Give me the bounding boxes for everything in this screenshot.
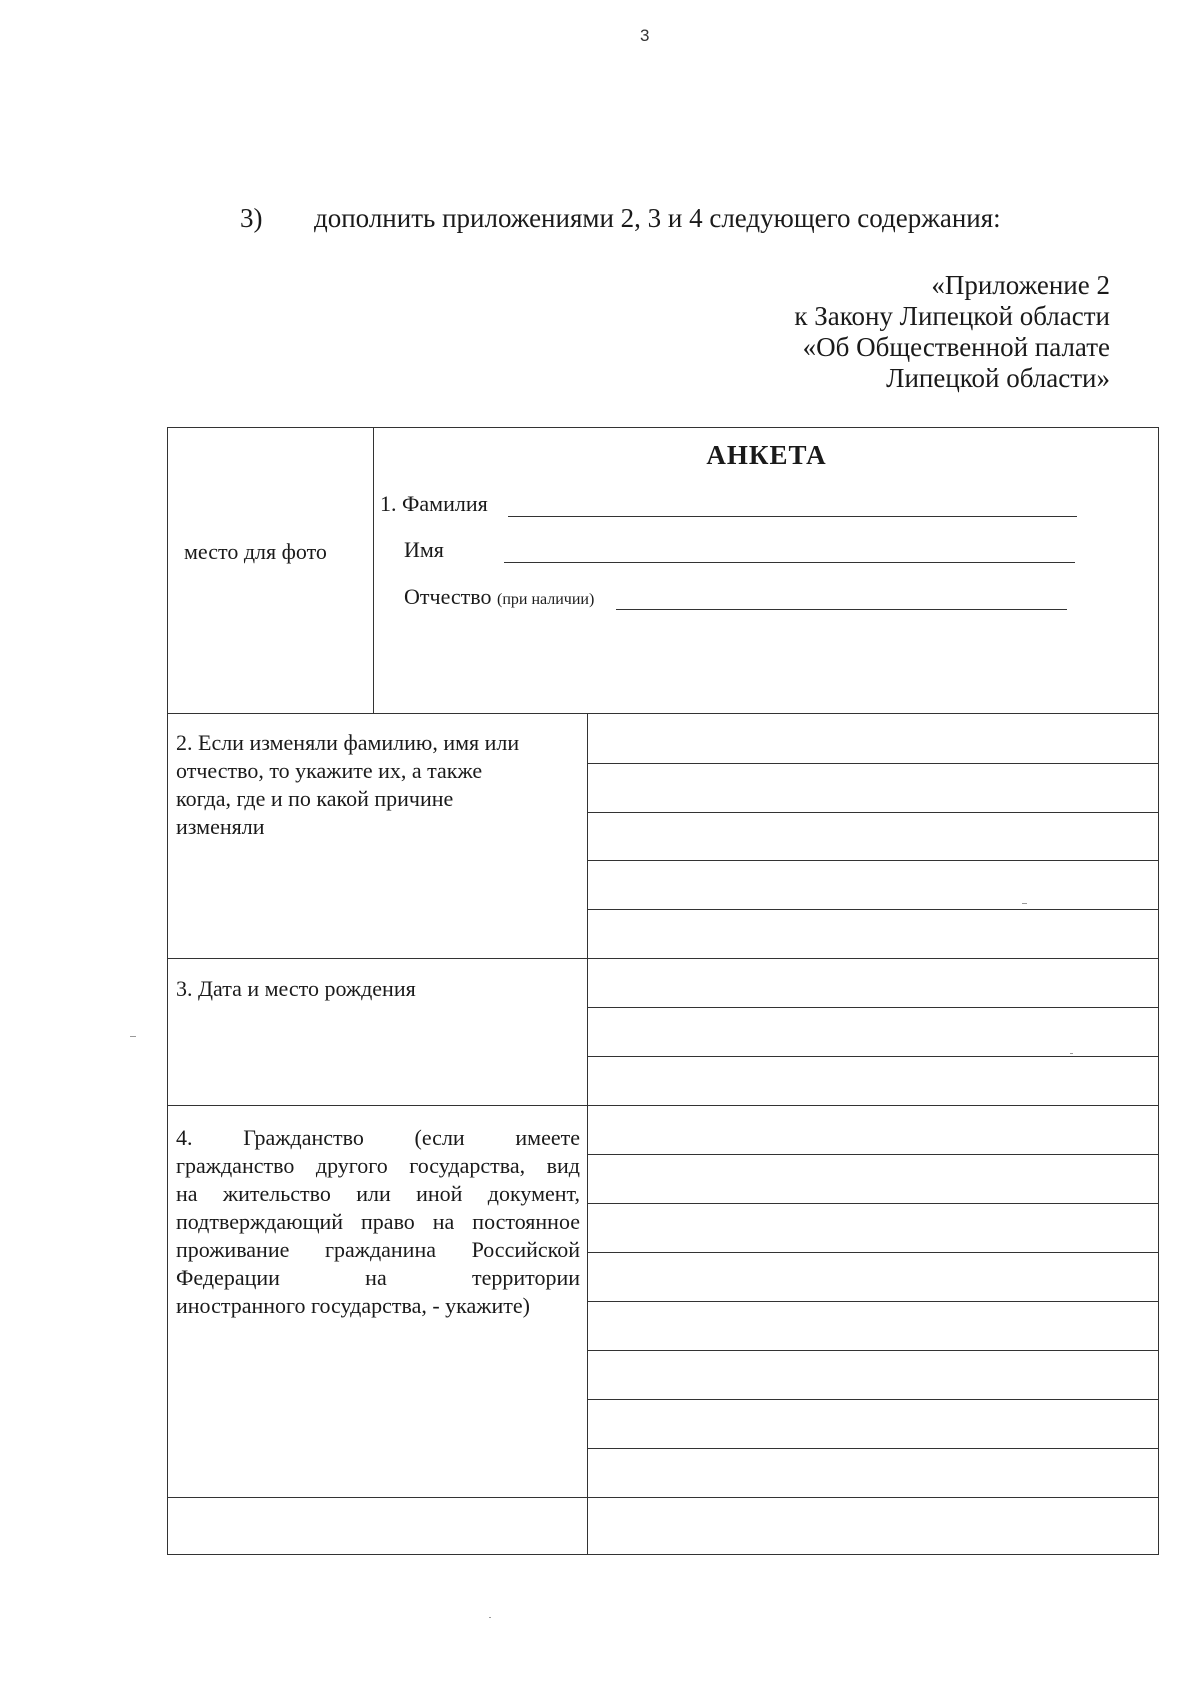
question-3-label [176, 975, 576, 1003]
question-4-line: гражданство другого государства, вид [176, 1153, 580, 1178]
page-number: 3 [640, 26, 650, 45]
scan-mark [130, 1036, 136, 1037]
answer-line[interactable] [588, 1399, 1159, 1400]
question-3-line: 3. Дата и место рождения [176, 976, 416, 1001]
appendix-line-2: к Закону Липецкой области [794, 301, 1110, 331]
question-2-line: отчество, то укажите их, а также [176, 758, 483, 783]
surname-label: 1. Фамилия [380, 491, 488, 516]
answer-line[interactable] [588, 1252, 1159, 1253]
question-4-line: Федерации на территории [176, 1265, 580, 1290]
first-name-field[interactable] [504, 562, 1075, 563]
scan-mark [1022, 903, 1027, 904]
section-rule-3 [167, 1105, 1159, 1106]
form-title: АНКЕТА [706, 440, 827, 470]
intro-paragraph [240, 203, 1001, 234]
answer-line[interactable] [588, 1448, 1159, 1449]
header-bottom-rule [167, 713, 1159, 714]
appendix-line-3: «Об Общественной палате [802, 332, 1110, 362]
scan-mark [489, 1617, 491, 1618]
answer-line[interactable] [588, 1007, 1159, 1008]
question-4-line: иностранного государства, - укажите) [176, 1293, 530, 1318]
question-4-line: проживание гражданина Российской [176, 1237, 580, 1262]
photo-placeholder[interactable]: место для фото [184, 539, 327, 564]
scan-mark [1070, 1053, 1073, 1054]
question-4-label [176, 1124, 580, 1320]
answer-line[interactable] [588, 1350, 1159, 1351]
patronymic-label: Отчество [404, 584, 492, 609]
answer-line[interactable] [588, 1203, 1159, 1204]
question-2-line: изменяли [176, 814, 265, 839]
patronymic-field[interactable] [616, 609, 1067, 610]
answer-line[interactable] [588, 909, 1159, 910]
question-2-line: 2. Если изменяли фамилию, имя или [176, 730, 520, 755]
appendix-line-4: Липецкой области» [886, 363, 1110, 393]
appendix-header [794, 270, 1110, 394]
patronymic-note: (при наличии) [497, 591, 595, 608]
question-2-label [176, 729, 576, 841]
answer-line[interactable] [588, 860, 1159, 861]
intro-text: дополнить приложениями 2, 3 и 4 следующего содержания: [314, 203, 1001, 233]
answer-line[interactable] [588, 1056, 1159, 1057]
answer-column-divider [587, 713, 588, 1555]
answer-line[interactable] [588, 1301, 1159, 1302]
question-4-line: подтверждающий право на постоянное [176, 1209, 580, 1234]
patronymic-label-row [404, 583, 594, 614]
question-4-line: на жительство или иной документ, [176, 1181, 580, 1206]
answer-line[interactable] [588, 812, 1159, 813]
section-rule-2 [167, 958, 1159, 959]
extra-row-answer-cell[interactable] [589, 1499, 1158, 1553]
question-4-line: 4. Гражданство (если имеете [176, 1125, 580, 1150]
answer-line[interactable] [588, 1154, 1159, 1155]
answer-line[interactable] [588, 763, 1159, 764]
appendix-line-1: «Приложение 2 [931, 270, 1110, 300]
question-2-line: когда, где и по какой причине [176, 786, 454, 811]
intro-number: 3) [240, 203, 263, 233]
first-name-label: Имя [404, 537, 444, 562]
surname-field[interactable] [508, 516, 1077, 517]
extra-row-question-cell[interactable] [168, 1499, 586, 1553]
